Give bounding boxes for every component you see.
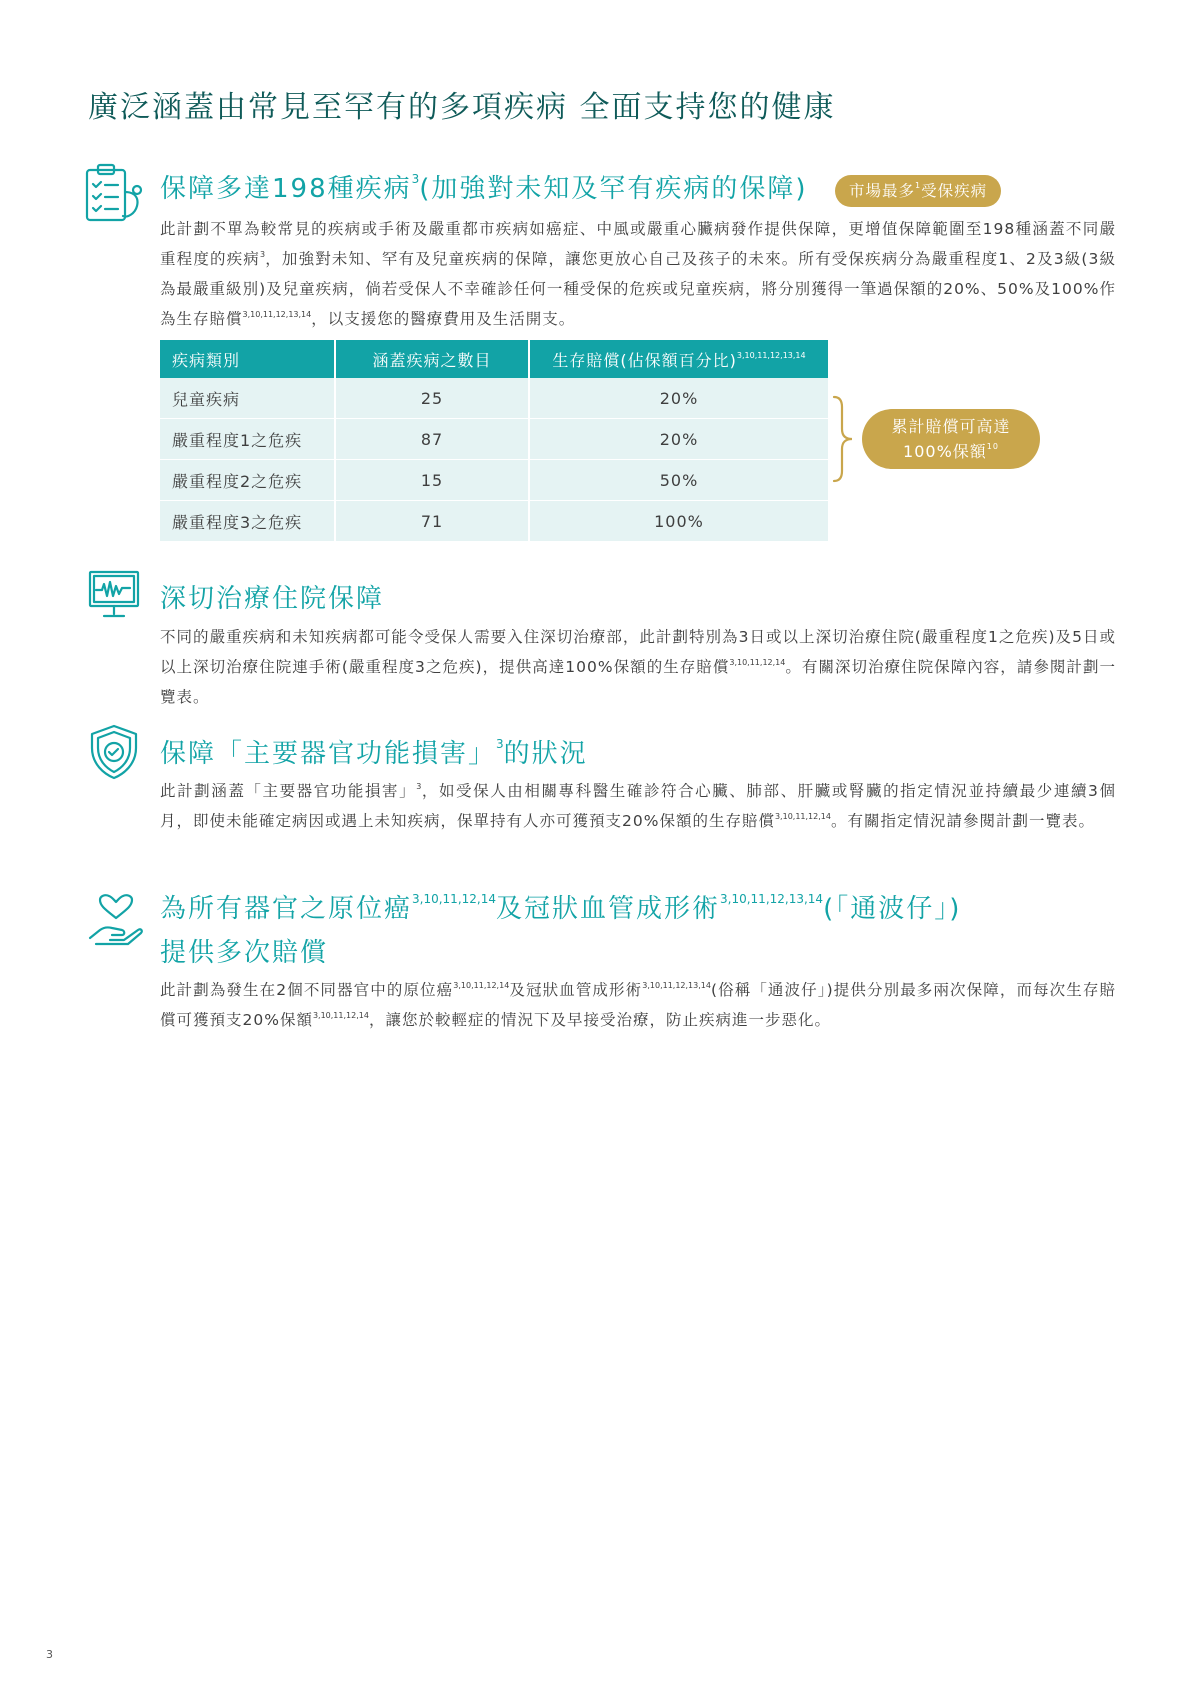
section-2-heading: 深切治療住院保障: [160, 584, 385, 614]
section-4-body: 此計劃為發生在2個不同器官中的原位癌$^{3,10,11,12,14}$及冠狀血管成形術$^{3,10,11,12,13,14}$(俗稱「通波仔」)提供分別最多兩次保障，而每次生存賠償可獲預支20%保額$^{3,10,11,12,14}$，讓您於較輕症的情況下及早接受治療，防止疾病進一步惡化。: [160, 981, 1116, 1029]
cumulative-payout-badge: 累計賠償可高達 100%保額$^{10}$: [862, 409, 1040, 469]
section-3-heading: 保障「主要器官功能損害」$^3$的狀況: [160, 737, 588, 769]
table-cell: 兒童疾病: [160, 378, 335, 419]
section-2-body: 不同的嚴重疾病和未知疾病都可能令受保人需要入住深切治療部，此計劃特別為3日或以上深切治療住院(嚴重程度1之危疾)及5日或以上深切治療住院連手術(嚴重程度3之危疾)，提供高達100%保額的生存賠償$^{3,10,11,12,14}$。有關深切治療住院保障內容，請參閱計劃一覽表。: [160, 628, 1116, 706]
table-cell: 嚴重程度3之危疾: [160, 501, 335, 542]
table-row: [160, 460, 828, 501]
shield-check-icon: [88, 724, 140, 780]
section-3-body: 此計劃涵蓋「主要器官功能損害」$^3$，如受保人由相關專科醫生確診符合心臟、肺部、肝臟或腎臟的指定情況並持續最少連續3個月，即使未能確定病因或遇上未知疾病，保單持有人亦可獲預支20%保額的生存賠償$^{3,10,11,12,14}$。有關指定情況請參閱計劃一覽表。: [160, 782, 1116, 830]
table-cell: 25: [335, 378, 529, 419]
table-cell: 嚴重程度1之危疾: [160, 419, 335, 460]
table-header-category: 疾病類別: [160, 340, 335, 378]
table-cell: 20%: [529, 378, 828, 419]
heart-monitor-icon: [88, 570, 140, 622]
most-covered-badge: 市場最多$^1$受保疾病: [835, 175, 1001, 207]
page-number: 3: [46, 1648, 53, 1661]
page-title: 廣泛涵蓋由常見至罕有的多項疾病 全面支持您的健康: [88, 90, 836, 125]
table-cell: 15: [335, 460, 529, 501]
hand-heart-icon: [88, 894, 144, 948]
table-header-payout: 生存賠償(佔保額百分比)$^{3,10,11,12,13,14}$: [529, 340, 828, 378]
table-cell: 20%: [529, 419, 828, 460]
table-cell: 嚴重程度2之危疾: [160, 460, 335, 501]
table-cell: 71: [335, 501, 529, 542]
coverage-table: [160, 340, 828, 542]
section-4-heading: 為所有器官之原位癌$^{3,10,11,12,14}$及冠狀血管成形術$^{3,10,11,12,13,14}$(「通波仔」): [160, 892, 962, 924]
table-cell: 100%: [529, 501, 828, 542]
table-header-row: [160, 340, 828, 378]
table-row: [160, 419, 828, 460]
table-header-count: 涵蓋疾病之數目: [335, 340, 529, 378]
section-4-heading-line-2: 提供多次賠償: [160, 938, 329, 968]
table-cell: 87: [335, 419, 529, 460]
brace-icon: [830, 395, 858, 483]
table-row: [160, 378, 828, 419]
table-row: [160, 501, 828, 542]
clipboard-stethoscope-icon: [84, 162, 146, 226]
section-1-body: 此計劃不單為較常見的疾病或手術及嚴重都市疾病如癌症、中風或嚴重心臟病發作提供保障，更增值保障範圍至198種涵蓋不同嚴重程度的疾病$^3$，加強對未知、罕有及兒童疾病的保障，讓您更放心自己及孩子的未來。所有受保疾病分為嚴重程度1、2及3級(3級為最嚴重級別)及兒童疾病，倘若受保人不幸確診任何一種受保的危疾或兒童疾病，將分別獲得一筆過保額的20%、50%及100%作為生存賠償$^{3,10,11,12,13,14}$，以支援您的醫療費用及生活開支。: [160, 220, 1116, 328]
section-1-heading: 保障多達198種疾病$^3$(加強對未知及罕有疾病的保障): [160, 172, 808, 204]
table-cell: 50%: [529, 460, 828, 501]
